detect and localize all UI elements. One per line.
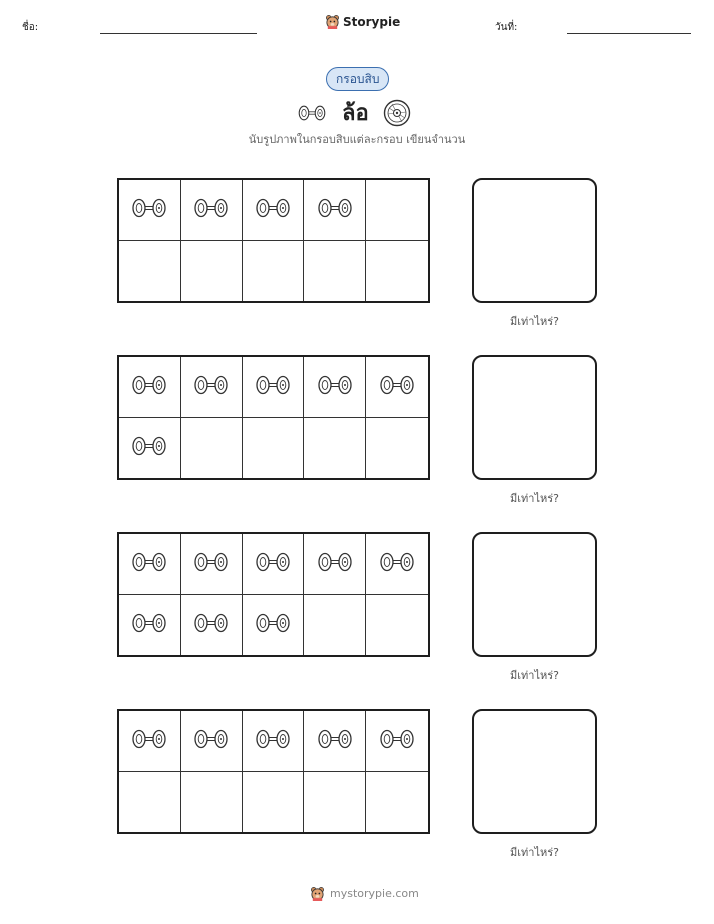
ten-frame-cell: [366, 711, 428, 772]
ten-frame-cell: [304, 241, 366, 302]
ten-frame-cell: [181, 595, 243, 656]
ten-frame-cell: [119, 534, 181, 595]
how-many-label: มีเท่าไหร่?: [510, 315, 559, 328]
how-many-label: มีเท่าไหร่?: [510, 846, 559, 859]
title-row: [296, 95, 411, 130]
ten-frame: [117, 178, 430, 303]
ten-frame-cell: [119, 772, 181, 833]
ten-frame-cell: [119, 357, 181, 418]
ten-frame-cell: [304, 711, 366, 772]
wheel-axle-icon: [191, 196, 231, 224]
wheel-axle-icon: [315, 196, 355, 224]
wheel-axle-icon: [377, 373, 417, 401]
ten-frame-cell: [366, 418, 428, 479]
ten-frame-cell: [243, 357, 305, 418]
date-write-line[interactable]: [567, 33, 691, 34]
ten-frame-cell: [304, 357, 366, 418]
wheel-axle-icon: [253, 550, 293, 578]
ten-frame-cell: [243, 772, 305, 833]
name-write-line[interactable]: [100, 33, 257, 34]
answer-box[interactable]: [472, 709, 597, 834]
ten-frame-cell: [243, 241, 305, 302]
ten-frame-cell: [181, 180, 243, 241]
wheel-icon: [383, 99, 411, 127]
ten-frame-cell: [243, 711, 305, 772]
wheel-axle-icon: [191, 373, 231, 401]
ten-frame-cell: [243, 534, 305, 595]
ten-frame-cell: [366, 180, 428, 241]
wheel-axle-icon: [129, 550, 169, 578]
ten-frame: [117, 709, 430, 834]
ten-frame-cell: [366, 534, 428, 595]
ten-frame-cell: [119, 241, 181, 302]
wheel-axle-icon: [129, 727, 169, 755]
answer-box[interactable]: [472, 178, 597, 303]
wheel-axle-icon: [129, 611, 169, 639]
ten-frame-cell: [243, 180, 305, 241]
how-many-label: มีเท่าไหร่?: [510, 669, 559, 682]
wheel-axle-icon: [315, 373, 355, 401]
wheel-axle-icon: [377, 550, 417, 578]
brand-name: Storypie: [343, 14, 401, 29]
wheel-axle-icon: [253, 611, 293, 639]
wheel-axle-icon: [253, 727, 293, 755]
bear-logo-icon: [325, 14, 340, 29]
brand-logo: [325, 14, 400, 29]
name-label: ชื่อ:: [22, 22, 39, 33]
wheel-axle-icon: [253, 196, 293, 224]
ten-frame-cell: [119, 595, 181, 656]
ten-frame-cell: [304, 180, 366, 241]
ten-frame-cell: [366, 595, 428, 656]
topic-badge: กรอบสิบ: [326, 67, 389, 91]
ten-frame-cell: [119, 711, 181, 772]
ten-frame-cell: [304, 418, 366, 479]
date-label: วันที่:: [495, 22, 518, 33]
wheel-axle-icon: [253, 373, 293, 401]
wheel-axle-icon: [315, 727, 355, 755]
wheel-axle-icon: [296, 102, 328, 124]
ten-frame-cell: [181, 241, 243, 302]
ten-frame-cell: [366, 772, 428, 833]
instruction-text: นับรูปภาพในกรอบสิบแต่ละกรอบ เขียนจำนวน: [248, 133, 466, 146]
footer: [310, 886, 419, 901]
ten-frame-cell: [119, 180, 181, 241]
wheel-axle-icon: [129, 434, 169, 462]
ten-frame-cell: [243, 595, 305, 656]
ten-frame-cell: [119, 418, 181, 479]
ten-frame: [117, 532, 430, 657]
wheel-axle-icon: [315, 550, 355, 578]
ten-frame-cell: [366, 241, 428, 302]
ten-frame-cell: [243, 418, 305, 479]
answer-box[interactable]: [472, 355, 597, 480]
wheel-axle-icon: [191, 727, 231, 755]
ten-frame-cell: [304, 534, 366, 595]
footer-url: mystorypie.com: [330, 887, 419, 900]
ten-frame-cell: [181, 418, 243, 479]
ten-frame: [117, 355, 430, 480]
bear-logo-icon: [310, 886, 325, 901]
ten-frame-cell: [181, 357, 243, 418]
how-many-label: มีเท่าไหร่?: [510, 492, 559, 505]
wheel-axle-icon: [129, 196, 169, 224]
ten-frame-cell: [304, 772, 366, 833]
page-title: ล้อ: [342, 101, 369, 126]
wheel-axle-icon: [191, 550, 231, 578]
ten-frame-cell: [304, 595, 366, 656]
wheel-axle-icon: [129, 373, 169, 401]
ten-frame-cell: [181, 711, 243, 772]
ten-frame-cell: [181, 772, 243, 833]
wheel-axle-icon: [377, 727, 417, 755]
answer-box[interactable]: [472, 532, 597, 657]
wheel-axle-icon: [191, 611, 231, 639]
ten-frame-cell: [181, 534, 243, 595]
ten-frame-cell: [366, 357, 428, 418]
